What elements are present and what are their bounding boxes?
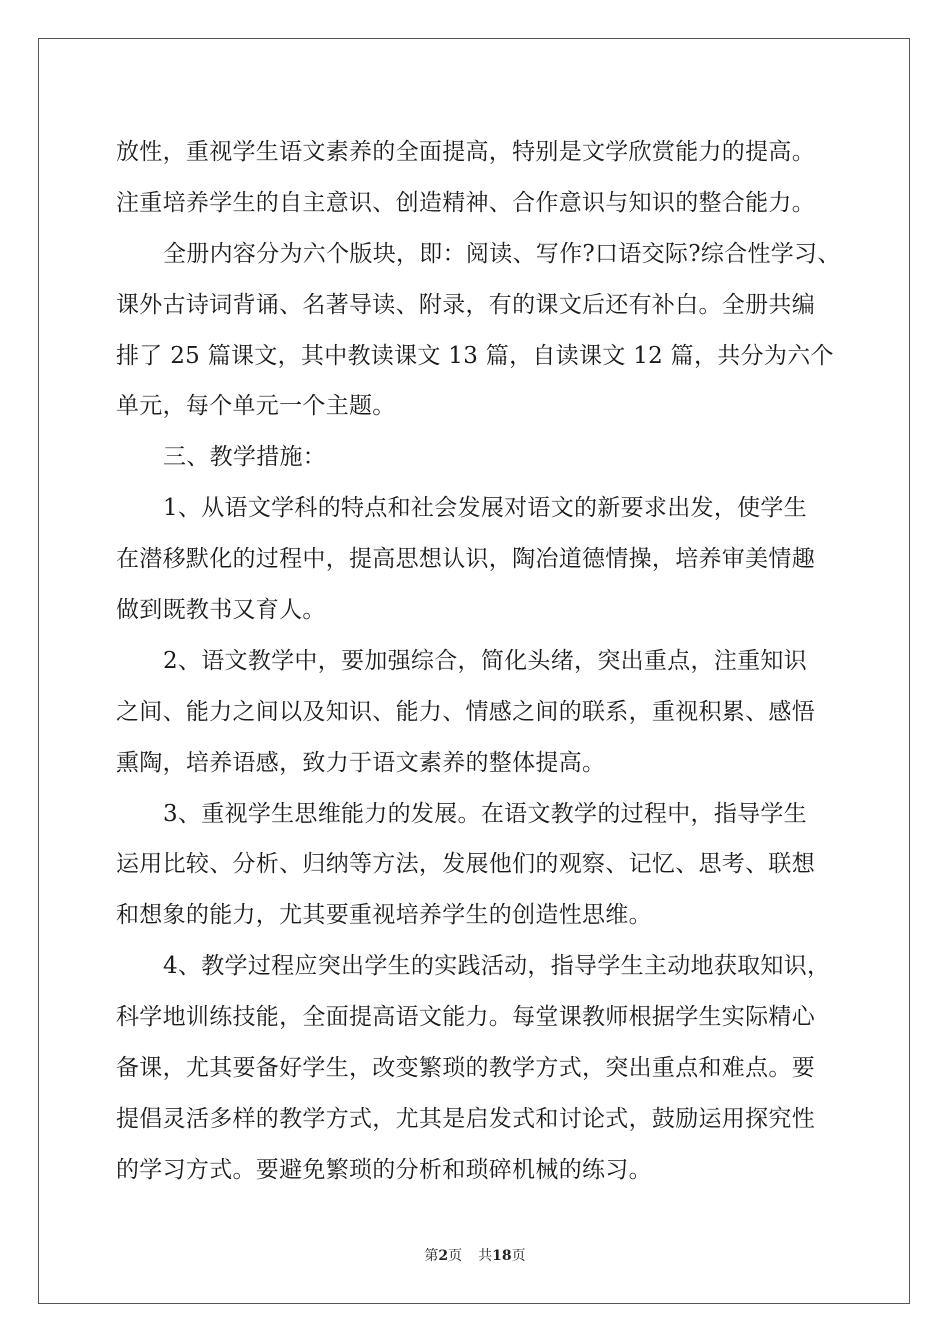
page-footer [0,1245,950,1265]
text-line: 注重培养学生的自主意识、创造精神、合作意识与知识的整合能力。 [116,189,815,216]
text-line: 单元，每个单元一个主题。 [116,393,396,420]
text-line: 在潜移默化的过程中，提高思想认识，陶冶道德情操，培养审美情趣 [116,546,815,573]
text-line: 之间、能力之间以及知识、能力、情感之间的联系，重视积累、感悟 [116,698,815,725]
text-line: 放性，重视学生语文素养的全面提高，特别是文学欣赏能力的提高。 [116,139,815,165]
text-line: 做到既教书又育人。 [116,597,326,624]
page-total-label: 共18页 [478,1248,526,1264]
text-line: 运用比较、分析、归纳等方法，发展他们的观察、记忆、思考、联想 [116,851,815,878]
section-heading: 三、教学措施： [163,444,327,471]
text-line: 4、教学过程应突出学生的实践活动，指导学生主动地获取知识， [163,953,831,980]
text-line: 备课，尤其要备好学生，改变繁琐的教学方式，突出重点和难点。要 [116,1055,815,1082]
text-line: 的学习方式。要避免繁琐的分析和琐碎机械的练习。 [116,1156,652,1183]
text-line: 科学地训练技能，全面提高语文能力。每堂课教师根据学生实际精心 [116,1004,815,1031]
total-page-number: 18 [492,1248,512,1264]
current-page-number: 2 [438,1248,449,1264]
text-line: 提倡灵活多样的教学方式，尤其是启发式和讨论式，鼓励运用探究性 [116,1105,815,1132]
text-line: 2、语文教学中，要加强综合，简化头绪，突出重点，注重知识 [163,647,808,674]
text-line: 排了 25 篇课文，其中教读课文 13 篇，自读课文 12 篇，共分为六个 [116,342,834,369]
text-line: 和想象的能力，尤其要重视培养学生的创造性思维。 [116,902,652,929]
text-line: 全册内容分为六个版块，即：阅读、写作?口语交际?综合性学习、 [163,240,841,267]
text-line: 熏陶，培养语感，致力于语文素养的整体提高。 [116,749,606,776]
document-body [116,127,841,1196]
text-line: 课外古诗词背诵、名著导读、附录，有的课文后还有补白。全册共编 [116,291,815,318]
page-number-label: 第2页 [424,1248,463,1264]
text-line: 1、从语文学科的特点和社会发展对语文的新要求出发，使学生 [163,495,808,522]
text-line: 3、重视学生思维能力的发展。在语文教学的过程中，指导学生 [163,800,808,827]
